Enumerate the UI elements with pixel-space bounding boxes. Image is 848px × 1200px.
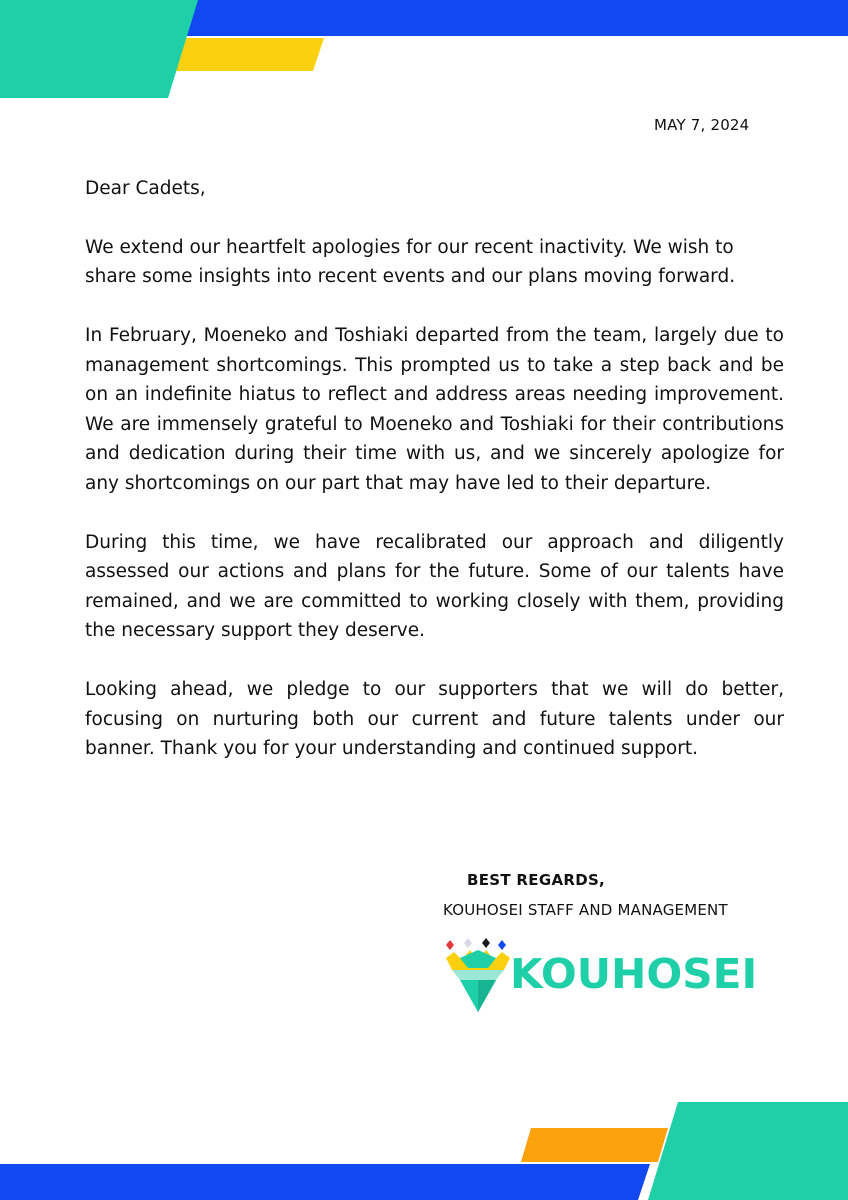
bottom-blue-band [0,1164,650,1200]
paragraph-apology: We extend our heartfelt apologies for our recent inactivity. We wish to share some insights into recent events and our plans moving forward. [85,236,736,287]
letter-greeting: Dear Cadets, [85,178,206,199]
letter-date: MAY 7, 2024 [654,116,750,134]
letter-body [85,174,784,793]
top-blue-band [183,0,848,36]
signature-regards: BEST REGARDS, [467,871,606,889]
bottom-orange-bar [521,1128,668,1162]
top-yellow-bar [172,38,324,71]
paragraph-departure: In February, Moeneko and Toshiaki departed from the team, largely due to management shortcomings. This prompted us to take a step back and be on an indefinite hiatus to reflect and address areas needing improvement. We are immensely grateful to Moeneko and Toshiaki for their contributions and dedication during their time with us, and we sincerely apologize for any shortcomings on our part that may have led to their departure. [85,325,784,494]
top-teal-shape [0,0,198,98]
bottom-teal-shape [648,1102,848,1200]
logo-wordmark: KOUHOSEI [510,950,758,998]
paragraph-recalibration: During this time, we have recalibrated our approach and diligently assessed our actions and plans for the future. Some of our talents have remained, and we are committed to working closely with them, providing the necessary support they deserve. [85,531,784,641]
signature-team: KOUHOSEI STAFF AND MANAGEMENT [443,901,728,919]
paragraph-future: Looking ahead, we pledge to our supporters that we will do better, focusing on nurturing both our current and future talents under our banner. Thank you for your understanding and continued support. [85,679,784,759]
